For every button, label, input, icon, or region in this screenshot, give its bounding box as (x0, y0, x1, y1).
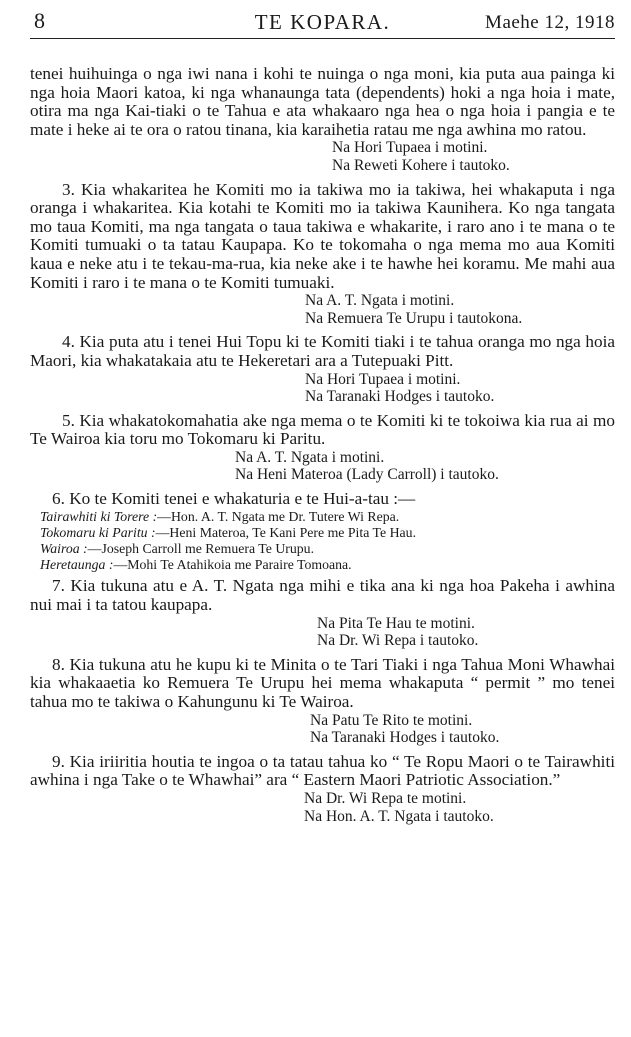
committee-region: Tokomaru ki Paritu : (40, 524, 156, 540)
issue-date: Maehe 12, 1918 (485, 12, 615, 33)
resolution-6: 6. Ko te Komiti tenei e whakaturia e te Hui-a-tau :— (52, 489, 416, 509)
committee-region: Tairawhiti ki Torere : (40, 508, 158, 524)
seconder-line: Na Taranaki Hodges i tautoko. (305, 388, 495, 406)
seconder-line: Na Remuera Te Urupu i tautokona. (305, 309, 523, 327)
committee-member-line (30, 525, 615, 541)
mover-line: Na A. T. Ngata i motini. (235, 448, 385, 466)
mover-line: Na A. T. Ngata i motini. (305, 292, 455, 310)
seconder-line: Na Reweti Kohere i tautoko. (332, 156, 510, 174)
committee-names: —Mohi Te Atahikoia me Paraire Tomoana. (113, 557, 352, 573)
committee-region: Heretaunga : (40, 557, 114, 573)
article-body (30, 65, 615, 825)
resolution-8: 8. Kia tukuna atu he kupu ki te Minita o te Tari Tiaki i nga Tahua Moni Whawhai kia whakaaetia ko Remuera Te Urupu hei mema whakaputa “ permit ” mo tenei tahua mo te takiwa o Kahungunu ki Te Wairoa. (30, 654, 615, 712)
seconder-line: Na Hon. A. T. Ngata i tautoko. (304, 807, 494, 825)
mover-line: Na Dr. Wi Repa te motini. (304, 790, 467, 807)
seconder-line: Na Dr. Wi Repa i tautoko. (317, 632, 479, 650)
committee-names: —Joseph Carroll me Remuera Te Urupu. (87, 541, 315, 557)
mover-line: Na Pita Te Hau te motini. (317, 614, 475, 632)
seconder-line: Na Heni Materoa (Lady Carroll) i tautoko. (235, 466, 499, 484)
page-header (30, 6, 615, 39)
committee-names: —Hon. A. T. Ngata me Dr. Tutere Wi Repa. (157, 508, 400, 524)
resolution-4: 4. Kia puta atu i tenei Hui Topu ki te Komiti tiaki i te tahua oranga mo nga hoia Maori, kia whakatakaia atu te Hekeretari ara a Tutepuaki Pitt. (30, 332, 615, 370)
committee-member-line (30, 509, 615, 525)
page-number: 8 (34, 8, 45, 33)
mover-line: Na Hori Tupaea i motini. (332, 139, 488, 157)
resolution-9: 9. Kia iriiritia houtia te ingoa o ta tatau tahua ko “ Te Ropu Maori o te Tairawhiti awhina i nga Take o te Whawhai” ara “ Eastern Maori Patriotic Association.” (30, 751, 615, 790)
publication-title: TE KOPARA. (254, 10, 391, 34)
resolution-7: 7. Kia tukuna atu e A. T. Ngata nga mihi e tika ana ki nga hoa Pakeha i awhina nui mai i ta tatou kaupapa. (30, 576, 615, 615)
committee-member-line (30, 557, 615, 573)
mover-line: Na Hori Tupaea i motini. (305, 370, 461, 388)
committee-member-line (30, 541, 615, 557)
committee-names: —Heni Materoa, Te Kani Pere me Pita Te Hau. (155, 524, 417, 540)
resolution-5: 5. Kia whakatokomahatia ake nga mema o te Komiti ki te tokoiwa kia rua ai mo Te Wairoa kia toru mo Tokomaru ki Paritu. (30, 410, 615, 449)
opening-paragraph: tenei huihuinga o nga iwi nana i kohi te nuinga o nga moni, kia puta aua painga ki nga hoia Maori katoa, ki nga whanaunga tata (dependents) hoki a nga hoia i mate, otira ma nga Kai-tiaki o te Tahua e ata whakaaro nga hea o nga hoia i pangia e te mate i heke ai te ora o ratou tinana, kia karaihetia ratau me nga awhina mo ratou. (30, 64, 615, 139)
resolution-3: 3. Kia whakaritea he Komiti mo ia takiwa mo ia takiwa, hei whakaputa i nga oranga i whakaritea. Kia kotahi te Komiti mo ia takiwa Kaunihera. Ko nga tangata mo taua Komiti, ma nga tangata o taua takiwa e whakarite, i raro ano i te mana o te Komiti tumuaki o ta tatau Kaupapa. Ko te tokomaha o nga mema mo aua Komiti kaua e neke atu i te tekau-ma-rua, kia neke ake i te hawhe hei koramu. Me mahi aua Komiti i raro i te mana o te Komiti tumuaki. (30, 179, 615, 292)
committee-region: Wairoa : (40, 541, 88, 557)
seconder-line: Na Taranaki Hodges i tautoko. (310, 729, 500, 747)
mover-line: Na Patu Te Rito te motini. (310, 711, 473, 729)
